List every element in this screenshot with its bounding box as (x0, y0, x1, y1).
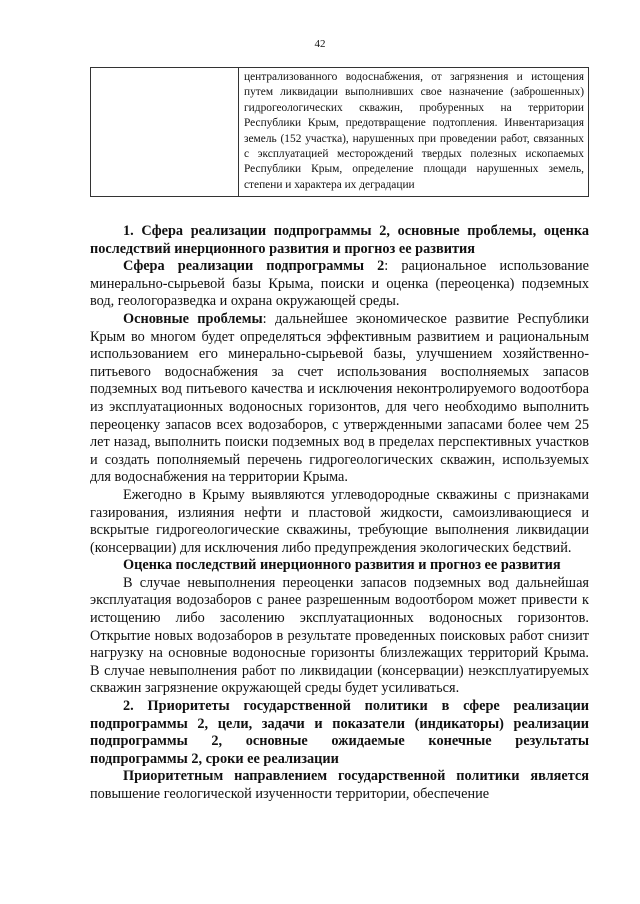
inertia-paragraph: В случае невыполнения переоценки запасов подземных вод дальнейшая эксплуатация водозаборов с ранее разрешенным водоотбором может привести к истощению либо засолению эксплуатационных водоносных горизонтов. Открытие новых водозаборов в результате проведенных поисковых работ снизит нагрузку на основные водоносные горизонты близлежащих территорий Крыма. В случае невыполнения работ по ликвидации (консервации) неэксплуатируемых скважин загрязнение окружающей среды будет усиливаться. (90, 574, 589, 697)
document-body (90, 223, 589, 804)
scope-text: : рациональное использование минерально-сырьевой базы Крыма, поиски и оценка (переоценка) подземных вод, геологоразведка и охрана окружающей среды. (90, 258, 589, 310)
table-cell-left (91, 68, 239, 197)
wells-paragraph: Ежегодно в Крыму выявляются углеводородные скважины с признаками газирования, излияния нефти и пластовой жидкости, самоизливающиеся и вскрытые гидрогеологические скважины, требующие выполнения ликвидации (консервации) для исключения либо предупреждения экологических бедствий. (90, 486, 589, 556)
page-number: 42 (314, 38, 326, 50)
section-2-heading: 2. Приоритеты государственной политики в сфере реализации подпрограммы 2, цели, задачи и показатели (индикаторы) реализации подпрограммы 2, основные ожидаемые конечные результаты подпрограммы 2, сроки ее реализации (90, 698, 589, 767)
inertia-subheading: Оценка последствий инерционного развития и прогноз ее развития (123, 557, 561, 574)
problems-paragraph (90, 311, 589, 487)
scope-paragraph (90, 258, 589, 311)
priority-text: повышение геологической изученности территории, обеспечение (90, 786, 490, 802)
problems-label: Основные проблемы (123, 310, 263, 327)
section-1-heading: 1. Сфера реализации подпрограммы 2, основные проблемы, оценка последствий инерционного развития и прогноз ее развития (90, 223, 589, 257)
program-table-grid (90, 67, 589, 197)
scope-label: Сфера реализации подпрограммы 2 (123, 258, 385, 275)
problems-text: : дальнейшее экономическое развитие Республики Крым во многом будет определяться эффективным развитием и рациональным использованием его минерально-сырьевой базы, улучшением хозяйственно-питьевого водоснабжения за счет использования восполняемых запасов подземных вод питьевого качества и исключения неконтролируемого водоотбора из эксплуатационных водоносных горизонтов, для чего необходимо выполнить переоценку запасов всех водозаборов, с утвержденными запасами более чем 25 лет назад, выполнить поиски подземных вод в пределах перспективных участков и создать пополняемый перечень гидрогеологических скважин, используемых для водоснабжения на территории Крыма. (90, 310, 589, 486)
table-cell-right-text: централизованного водоснабжения, от загрязнения и истощения путем ликвидации выполнивших свое назначение (заброшенных) гидрогеологических скважин, пробуренных на территории Республики Крым, предотвращение подтопления. Инвентаризация земель (152 участка), нарушенных при проведении работ, связанных с эксплуатацией месторождений твердых полезных ископаемых Республики Крым, определение площади нарушенных земель, степени и характера их деградации (244, 71, 584, 191)
priority-paragraph (90, 768, 589, 803)
table-row (91, 68, 589, 197)
priority-label: Приоритетным направлением государственной политики является (123, 768, 589, 785)
program-table (90, 67, 589, 197)
table-cell-right (239, 68, 589, 197)
